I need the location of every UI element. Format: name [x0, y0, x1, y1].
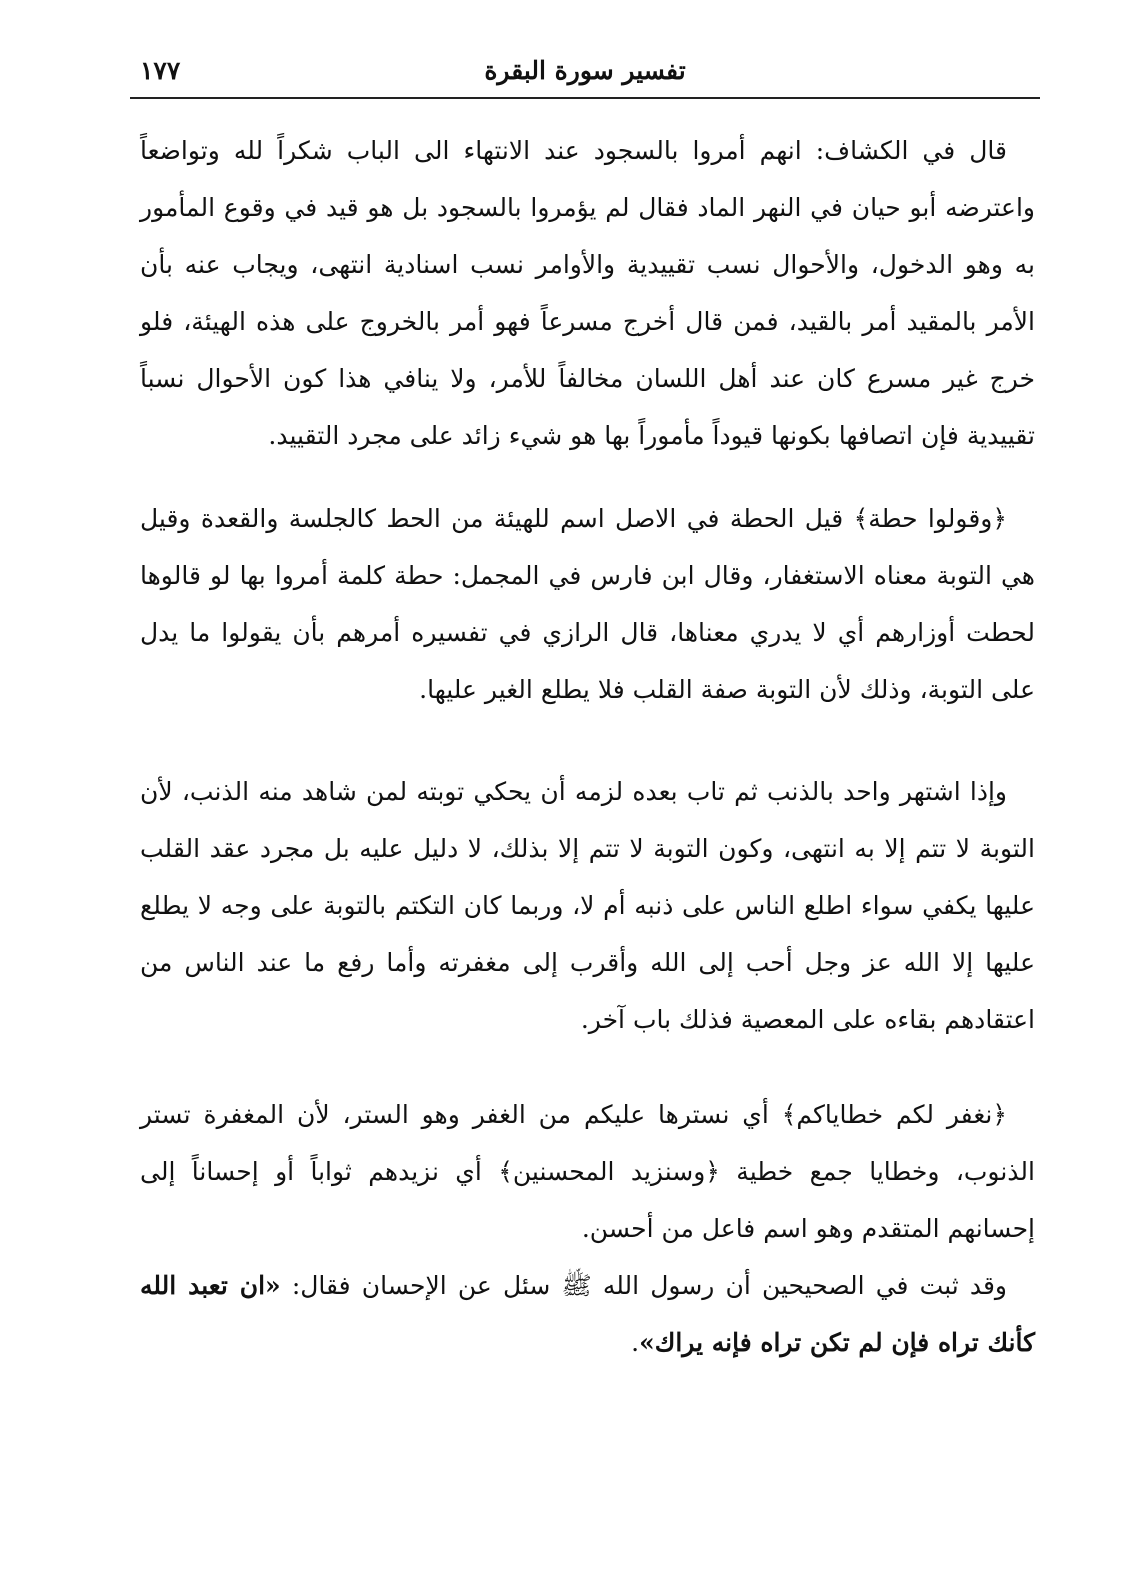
- paragraph: ﴿وقولوا حطة﴾ قيل الحطة في الاصل اسم للهيئة من الحط كالجلسة والقعدة وقيل هي التوبة معناه الاستغفار، وقال ابن فارس في المجمل: حطة كلمة أمروا بها لو قالوها لحطت أوزارهم أي لا يدري معناها، قال الرازي في تفسيره أمرهم بأن يقولوا ما يدل على التوبة، وذلك لأن التوبة صفة القلب فلا يطلع الغير عليها.: [140, 504, 1035, 704]
- hadith-quote: «ان تعبد الله كأنك تراه فإن لم تكن تراه فإنه يراك»: [140, 1271, 1035, 1357]
- paragraph-hadith: [140, 1257, 1035, 1371]
- hadith-tail: .: [631, 1328, 640, 1357]
- body-text: [140, 122, 1035, 1371]
- header-title: تفسير سورة البقرة: [484, 56, 686, 85]
- paragraph: ﴿نغفر لكم خطاياكم﴾ أي نسترها عليكم من الغفر وهو الستر، لأن المغفرة تستر الذنوب، وخطايا جمع خطية ﴿وسنزيد المحسنين﴾ أي نزيدهم ثواباً أو إحساناً إلى إحسانهم المتقدم وهو اسم فاعل من أحسن.: [140, 1100, 1035, 1243]
- hadith-lead: وقد ثبت في الصحيحين أن رسول الله ﷺ سئل عن الإحسان فقال:: [280, 1271, 1007, 1300]
- paragraph: قال في الكشاف: انهم أمروا بالسجود عند الانتهاء الى الباب شكراً لله وتواضعاً واعترضه أبو حيان في النهر الماد فقال لم يؤمروا بالسجود بل هو قيد في وقوع المأمور به وهو الدخول، والأحوال نسب تقييدية والأوامر نسب اسنادية انتهى، ويجاب عنه بأن الأمر بالمقيد أمر بالقيد، فمن قال أخرج مسرعاً فهو أمر بالخروج على هذه الهيئة، فلو خرج غير مسرع كان عند أهل اللسان مخالفاً للأمر، ولا ينافي هذا كون الأحوال نسباً تقييدية فإن اتصافها بكونها قيوداً مأموراً بها هو شيء زائد على مجرد التقييد.: [140, 136, 1035, 450]
- paragraph: وإذا اشتهر واحد بالذنب ثم تاب بعده لزمه أن يحكي توبته لمن شاهد منه الذنب، لأن التوبة لا تتم إلا به انتهى، وكون التوبة لا تتم إلا بذلك، لا دليل عليه بل مجرد عقد القلب عليها يكفي سواء اطلع الناس على ذنبه أم لا، وربما كان التكتم بالتوبة على وجه لا يطلع عليها إلا الله عز وجل أحب إلى الله وأقرب إلى مغفرته وأما رفع ما عند الناس من اعتقادهم بقاءه على المعصية فذلك باب آخر.: [140, 777, 1035, 1034]
- header-divider: [130, 97, 1040, 99]
- running-header: [130, 50, 1040, 94]
- page-number: ١٧٧: [140, 56, 181, 85]
